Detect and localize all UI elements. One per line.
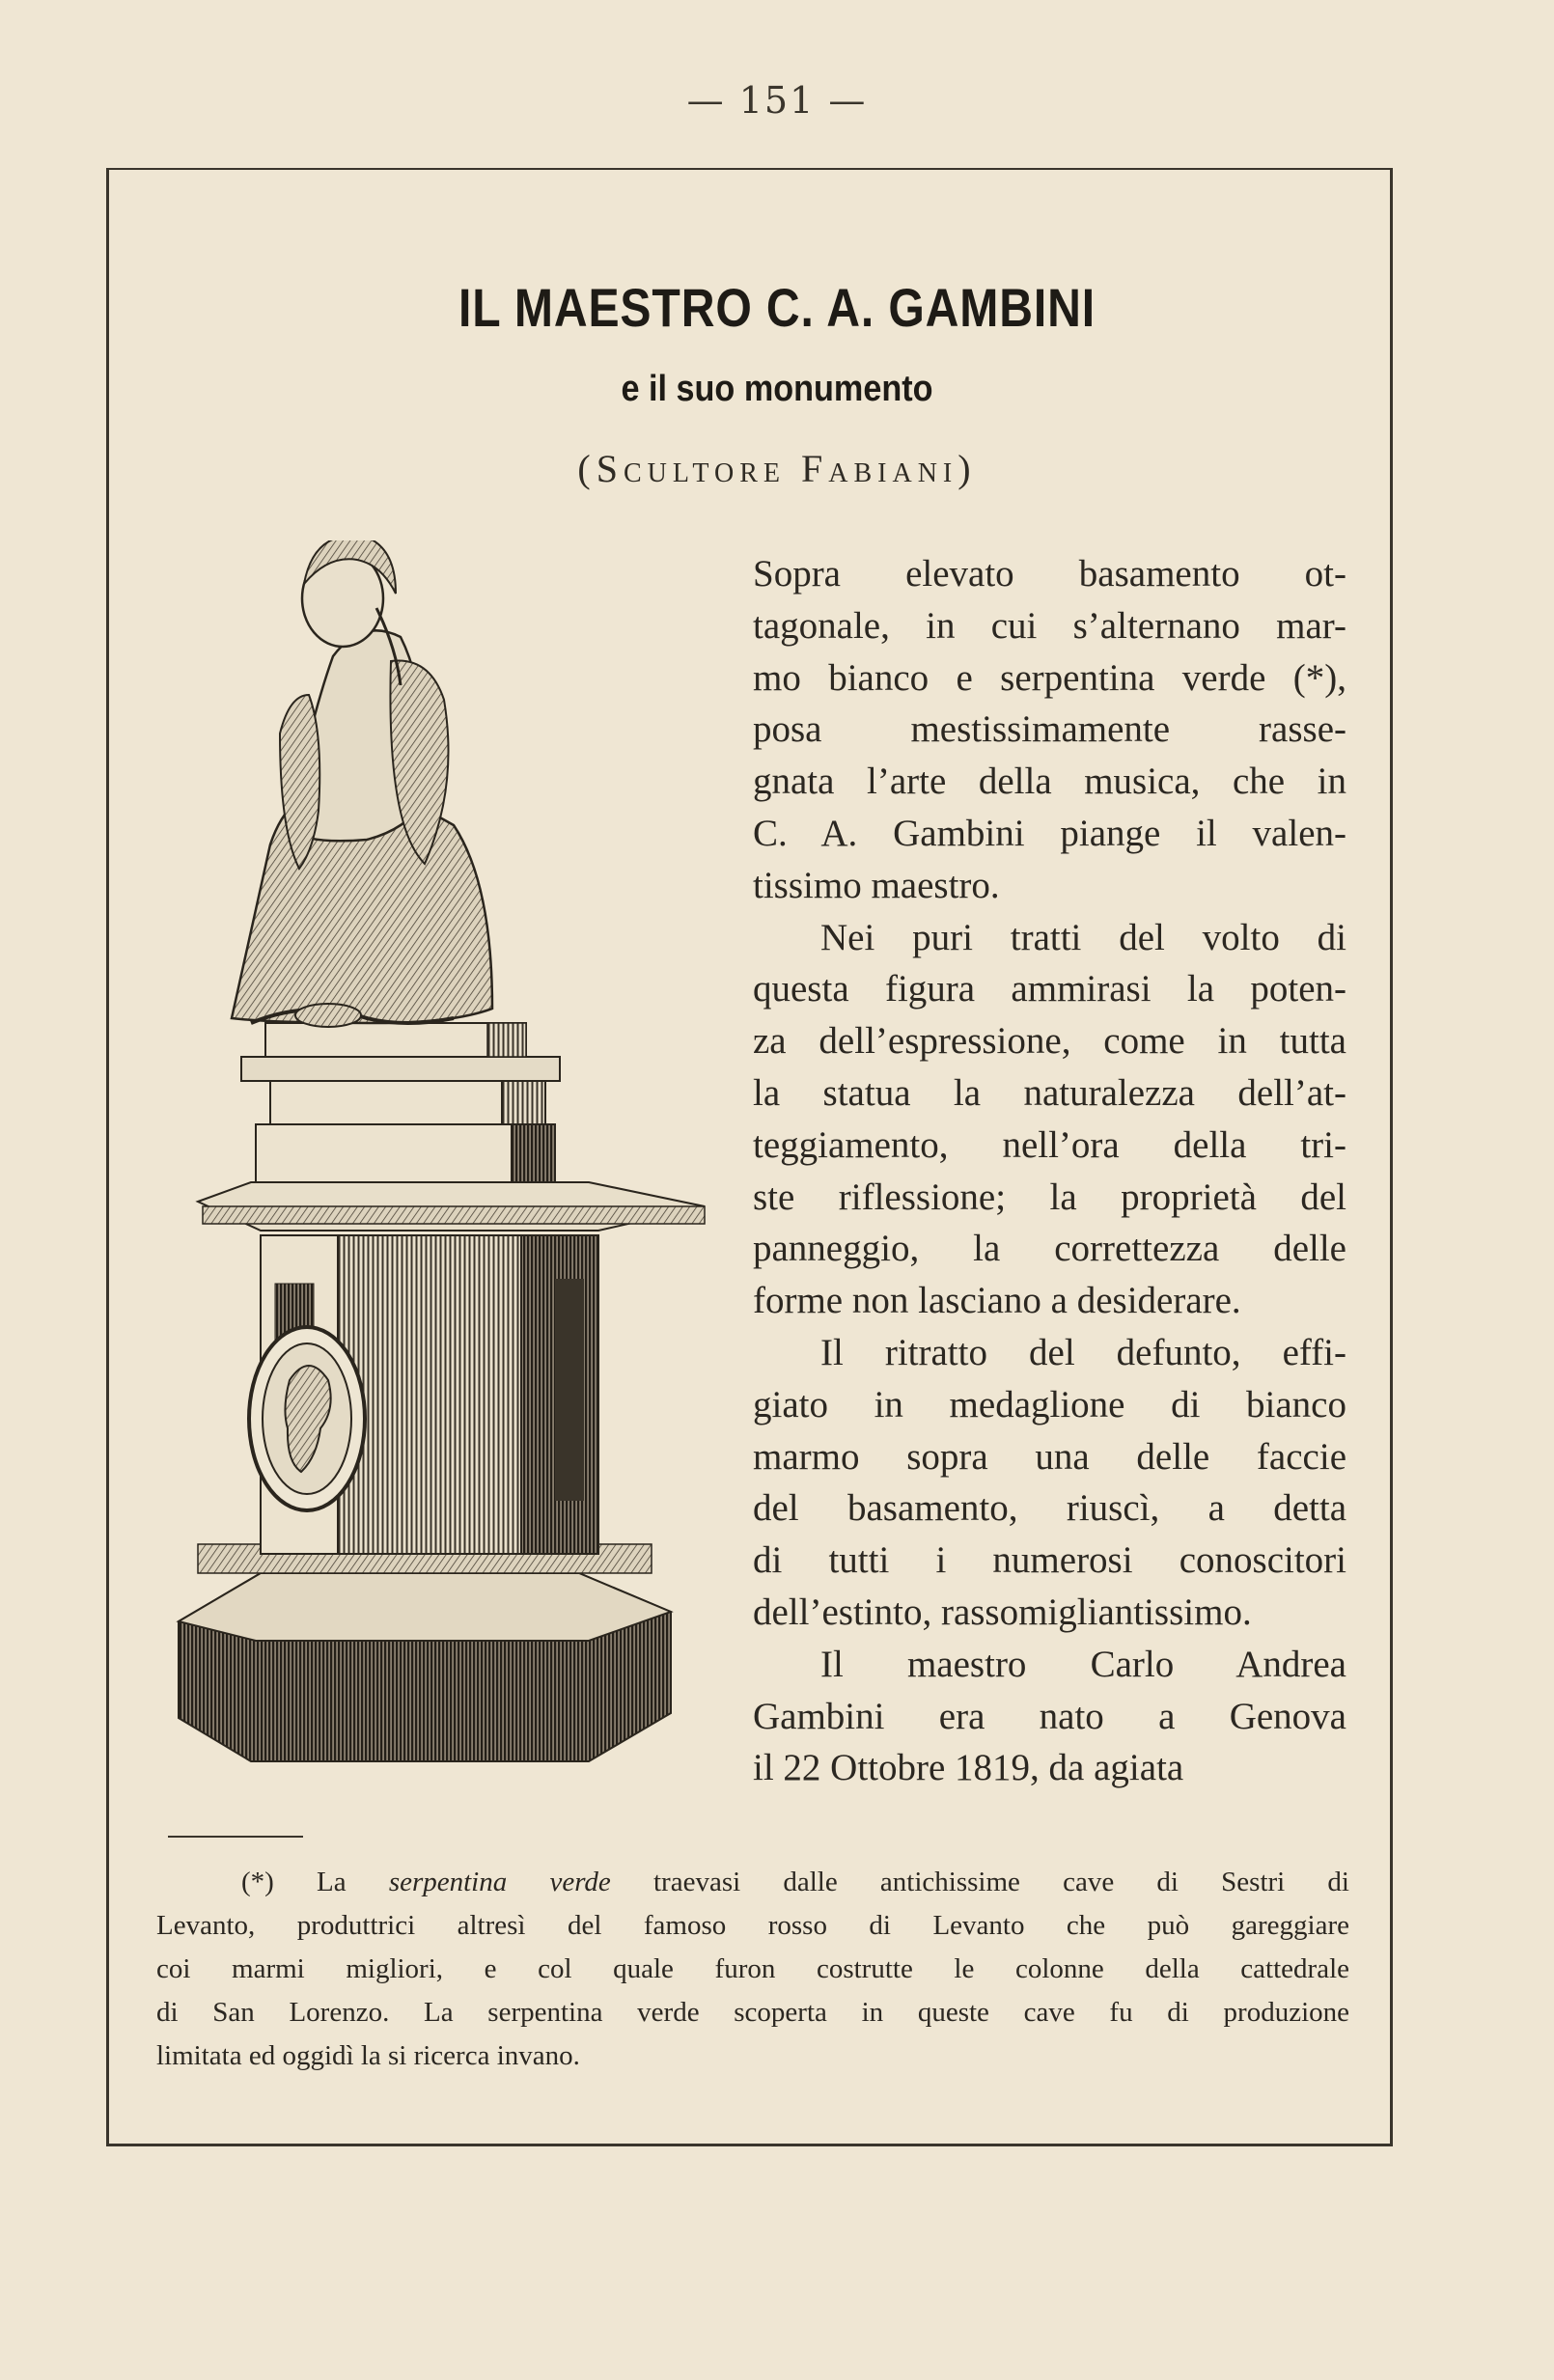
monument-engraving [145, 540, 724, 1785]
body-line: Il maestro Carlo Andrea [820, 1643, 1346, 1685]
body-line: Sopra elevato basamento ot- [753, 553, 1346, 595]
sculptor-credit: (Scultore Fabiani) [577, 447, 977, 490]
footnote-line-1 [156, 1861, 1349, 1904]
article-title: IL MAESTRO C. A. GAMBINI [458, 277, 1096, 338]
body-line: dell’estinto, rassomigliantissimo. [753, 1591, 1252, 1633]
footnote-rule [168, 1836, 303, 1838]
body-line: il 22 Ottobre 1819, da agiata [753, 1747, 1184, 1789]
body-line: di tutti i numerosi conoscitori [753, 1539, 1346, 1582]
body-line: teggiamento, nell’ora della tri- [753, 1123, 1346, 1166]
body-line: marmo sopra una delle faccie [753, 1435, 1346, 1478]
body-line: ste riflessione; la proprietà del [753, 1176, 1346, 1218]
body-line: del basamento, riuscì, a detta [753, 1487, 1346, 1530]
body-line: Il ritratto del defunto, effi- [820, 1331, 1346, 1373]
footnote [156, 1861, 1349, 2078]
body-line: mo bianco e serpentina verde (*), [753, 656, 1346, 699]
body-line: gnata l’arte della musica, che in [753, 761, 1346, 803]
footnote-line-5: limitata ed oggidì la si ricerca invano. [156, 2040, 580, 2071]
page-number: — 151 — [686, 79, 868, 122]
body-line: za dell’espressione, come in tutta [753, 1020, 1346, 1063]
footnote-line-4: di San Lorenzo. La serpentina verde scoperta in queste cave fu di produzione [156, 1997, 1349, 2028]
footnote-line-1-text: traevasi dalle antichissime cave di Sestri di [652, 1867, 1349, 1897]
body-line: Gambini era nato a Genova [753, 1695, 1346, 1737]
body-line: forme non lasciano a desiderare. [753, 1280, 1241, 1322]
body-line: tissimo maestro. [753, 864, 1000, 906]
body-line: Nei puri tratti del volto di [820, 916, 1346, 958]
body-line: questa figura ammirasi la poten- [753, 968, 1346, 1010]
footnote-line-3: coi marmi migliori, e col quale furon costrutte le colonne della cattedrale [156, 1953, 1349, 1984]
body-line: panneggio, la correttezza delle [753, 1228, 1346, 1270]
footnote-marker: (*) La [241, 1867, 347, 1897]
body-line: tagonale, in cui s’alternano mar- [753, 604, 1346, 647]
body-line: giato in medaglione di bianco [753, 1383, 1346, 1425]
body-line: la statua la naturalezza dell’at- [753, 1071, 1346, 1114]
body-line: C. A. Gambini piange il valen- [753, 812, 1346, 854]
footnote-line-2: Levanto, produttrici altresì del famoso rosso di Levanto che può gareggiare [156, 1910, 1349, 1941]
body-line: posa mestissimamente rasse- [753, 708, 1346, 751]
footnote-italic-term: serpentina verde [388, 1867, 611, 1897]
article-subtitle: e il suo monumento [621, 369, 933, 409]
article-body [753, 548, 1346, 1794]
